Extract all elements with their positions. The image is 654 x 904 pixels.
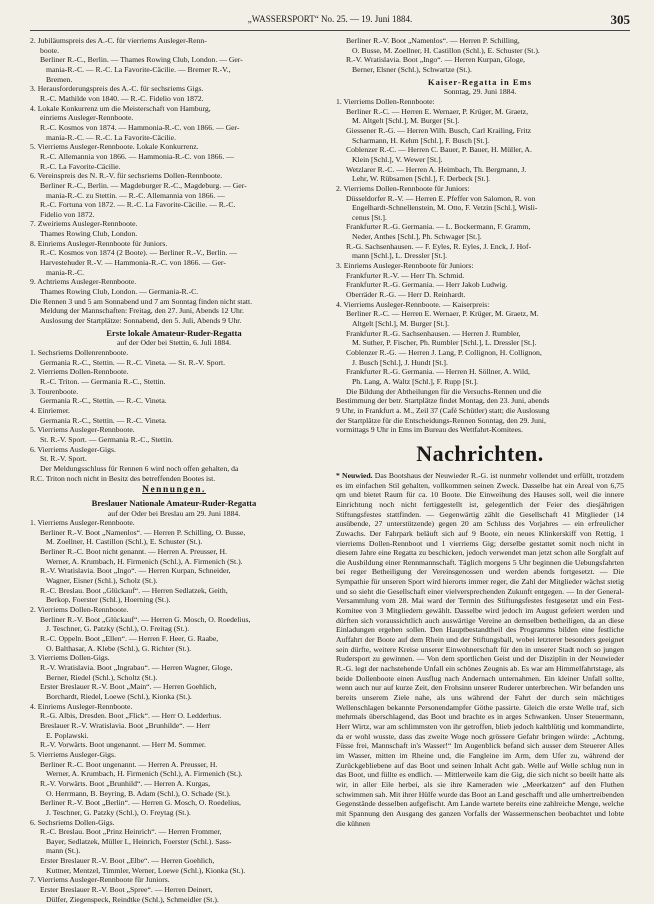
left-column-line: 7. Zweiriems Ausleger-Rennboote.: [30, 219, 138, 229]
left-column-line: R.-C. Kosmos von 1874. — Hammonia-R.-C. von 1866. — Ger-: [40, 122, 240, 132]
left-column-line: boote.: [40, 45, 60, 55]
left-column-line: R.-C. La Favorite-Cäcilie.: [40, 161, 121, 171]
left-column-line: St. R.-V. Sport.: [40, 454, 87, 464]
left-column-line: R.C. Triton noch nicht in Besitz des betreffenden Bootes ist.: [30, 473, 216, 483]
left-column-line: 2. Vierriems Dollen-Rennboote.: [30, 605, 129, 615]
news-body: Das Bootshaus der Neuwieder R.-G. ist nunmehr vollendet und erfüllt, trotzdem es im einfachen Stil gehalten, vollkommen seinen Zweck. Dasselbe hat ein Areal von 6,75 qm und bietet Raum für ca. 10 Boote. Die Einweihung des Hauses soll, weil die innere Einrichtung noch nicht fertiggestellt ist, gelegentlich der Feier des diesjährigen Stiftungsfestes stattfinden. — Gegenwärtig zählt die Gesellschaft 41 Mitglieder (14 ausübende, 27 unterstützende) gegen 20 am Schluss des Vorjahres — ein erfreulicher Zuwachs. Der Fahrpark beläuft sich auf 9 Boote, ein neues Klinkerskiff von Rettig, 1 vierriems Dollen-Rennboot und 1 vierriems Gig; derselbe gestattet somit noch nicht in diesem Jahre eine Regatta zu beschicken, jedoch verwendet man jetzt schon alle Sorgfalt auf die Ausbildung einer Rennmannschaft. Täglich morgens 5 Uhr beginnen die Uebungsfahrten bei reger Betheiligung der Vereinsgenossen und werden abends fortgesetzt. — Die Sympathie für unseren Sport wird hierorts immer reger, die Zahl der Mitglieder wächst stetig und so sieht die Gesellschaft einer vielversprechenden Zukunft entgegen. — In der General-Versammlung vom 28. Mai ward der Termin des Stiftungsfestes festgesetzt und ein Fest-Komitee von 3 Mitgliedern gewählt. Dasselbe wird jedoch im August gefeiert werden und dürften sich voraussichtlich auch auswärtige Vereine an demselben betheiligen, da an diese Einladungen ergehen sollen. Den Hauptbestandtheil des Programms bilden eine festliche Auffahrt der Boote auf dem Rhein und der Stiftungsball, wobei letzterer besonders geeignet sein dürfte, weitere Kreise unserer Einwohnerschaft für den in unserer Stadt noch so jungen Rudersport zu gewinnen. — Von dem sportlichen Geist und der Disziplin in der Neuwieder R.-G. legt der nachstehende Unfall ein schönes Zeugnis ab. Es war am Himmelfahrtstage, als beide Dollenboote einen Ausflug nach Andernach unternahmen. Ein kleiner Unfall sollte, wenn auch nur auf kurze Zeit, den Frohsinn unserer Ruderer unterbrechen. Wir befanden uns bereits unserem Ziele nahe, als uns während der Fahrt der durch sein mächtiges Wellenschlagen bekannte Personendampfer Göthe passirte. Gleich die erste Welle traf, sich mehrmals überschlagend, das Boot und brachte es in arges Schwanken. Unser Steuermann, Herr Wirtz, war am schlimmsten von ihr getroffen, blieb jedoch kaltblütig und kommandirte, da er wohl wusste, dass das zweite Woge noch grössere Gefahr bringen würde: „Achtung, Füsse frei, Mannschaft in's Wasser!“ Im Augenblick befand sich ausser dem Steuerer Alles im Wasser, mitten im Rheine und, die Fangleine im Arm, dem Ufer zu, während der Zurückgebliebene auf das Boot und seinen Inhalt Acht gab. Welle auf Welle schlug nun in das Boot, und füllte es endlich. — Mittlerweile kam die Gig, die sich nicht so beeilt hatte als wir, in aller Eile herbei, als sie ihre Kameraden wie „Meerkatzen“ auf den Fluthen schwimmen sah. Mit ihrer Hülfe wurde das Boot an Land geschafft und alle umhertreibenden Gegenstände desselben aufgefischt. Am Lande wartete bereits eine zahlreiche Menge, welche mit Spannung den Ausgang des ganzen Vorfalls der Wassermenschen beobachtet und lobte die kühnen: [336, 470, 624, 828]
right-column-line: vormittags 9 Uhr in Ems im Bureau des Wettfahrt-Komitees.: [336, 425, 523, 435]
left-column-line: Breslauer Nationale Amateur-Ruder-Regatta: [91, 497, 257, 508]
left-column-line: Berliner R.-C., Berlin. — Magdeburger R.-C., Magdeburg. — Ger-: [40, 180, 247, 190]
right-column-line: R.-G. Sachsenhausen. — F. Eyles, R. Eyles, J. Enck, J. Hof-: [346, 241, 532, 251]
left-column-line: St. R.-V. Sport. — Germania R.-C., Stettin.: [40, 434, 174, 444]
right-column-line: J. Busch [Schl.], J. Hundt [St.].: [352, 357, 448, 367]
left-column-line: mania-R.-C. — R.-C. La Favorite-Cäcilie. — Bremer R.-V.,: [46, 64, 231, 74]
left-column-line: Germania R.-C., Stettin. — R.-C. Vineta.: [40, 415, 167, 425]
left-column-line: Thames Rowing Club, London.: [40, 229, 138, 239]
left-column-line: Germania R.-C., Stettin. — R.-C. Vineta.: [40, 396, 167, 406]
left-column-line: 2. Vierriems Dollen-Rennboote.: [30, 367, 129, 377]
left-column-line: M. Zoellner, H. Castillon (Schl.), E. Schuster (St.).: [46, 537, 203, 547]
news-paragraph: [336, 471, 624, 828]
right-column-line: Altgelt [Schl.], M. Burger [St.].: [352, 319, 450, 329]
left-column-line: 1. Sechsriems Dollenrennboote.: [30, 348, 129, 357]
right-column-line: 9 Uhr, in Frankfurt a. M., Zeil 37 (Café Schütler) statt; die Auslosung: [336, 405, 550, 415]
right-column-line: Giessener R.-G. — Herren Wilh. Busch, Carl Krailing, Fritz: [346, 125, 532, 135]
ems-regatta-section: [336, 36, 624, 435]
left-column-line: Harvestehuder R.-V. — Hammonia-R.-C. von 1866. — Ger-: [40, 258, 226, 268]
right-column-line: Bestimmung der betr. Startplätze findet Montag, den 23. Juni, abends: [336, 396, 550, 406]
left-column-line: 5. Vierriems Ausleger-Rennboote. Lokale Konkurrenz.: [30, 142, 199, 152]
right-column-line: O. Busse, M. Zoellner, H. Castillon (Schl.), E. Schuster (St.).: [352, 45, 540, 55]
left-column-line: 7. Vierriems Ausleger-Rennboote für Juniors.: [30, 875, 170, 885]
page-number: 305: [610, 12, 630, 27]
left-column-line: Berliner R.-V. Boot „Berlin“. — Herren G. Mosch, O. Roedelius,: [40, 798, 241, 808]
left-column-line: 5. Vierriems Ausleger-Gigs.: [30, 749, 116, 759]
right-column-line: Klein [Schl.], V. Wewer [St.].: [352, 154, 443, 164]
left-column-line: mann (St.).: [46, 846, 81, 856]
left-column-line: Meldung der Mannschaften: Freitag, den 27. Juni, Abends 12 Uhr.: [40, 306, 244, 316]
left-column-line: Berliner R.-V. Boot „Glückauf“. — Herren G. Mosch, O. Roedelius,: [40, 614, 251, 624]
left-column-line: R.-C. Fortuna von 1872. — R.-C. La Favorite-Cäcilie. — R.-C.: [40, 200, 236, 210]
left-column-line: O. Balthasar, A. Klebe (Schl.), G. Richter (St.).: [46, 643, 192, 653]
left-column-line: E. Poplawski.: [46, 730, 89, 740]
left-column-line: R.-C. Breslau. Boot „Glückauf“. — Herren Sedlatzek, Geith,: [40, 585, 228, 595]
left-column-line: Thames Rowing Club, London. — Germania-R.-C.: [40, 287, 199, 297]
left-column-line: 6. Vierriems Ausleger-Gigs.: [30, 444, 116, 454]
left-column-line: 2. Jubiläumspreis des A.-C. für vierriems Ausleger-Renn-: [30, 36, 207, 45]
left-column-line: 6. Sechsriems Dollen-Gigs.: [30, 817, 115, 827]
left-column-line: 3. Vierriems Dollen-Gigs.: [30, 653, 110, 663]
left-column-line: 6. Vereinspreis des N. R.-V. für sechsriems Dollen-Rennboote.: [30, 171, 223, 181]
left-column-line: R.-V. Vorwärts. Boot „Brunhild“. — Herren A. Kurgas,: [40, 778, 211, 788]
left-column-line: R.-C. Oppeln. Boot „Ellen“. — Herren F. Heer, G. Raabe,: [40, 634, 219, 644]
right-column-line: Frankfurter R.-G. Germania. — Herren H. Söllner, A. Wild,: [346, 367, 530, 377]
right-column-line: Frankfurter R.-G. Sachsenhausen. — Herren J. Rumbler,: [346, 328, 521, 338]
left-column-line: mania-R.-C. — R.-C. La Favorite-Cäcilie.: [46, 132, 177, 142]
left-column-line: 9. Achtriems Ausleger-Rennboote.: [30, 277, 137, 287]
left-column-line: R.-G. Albis, Dresden. Boot „Flick“. — Herr O. Ledderhus.: [40, 711, 222, 721]
left-column-line: 8. Einriems Ausleger-Rennboote für Juniors.: [30, 238, 168, 248]
left-column-line: auf der Oder bei Stettin, 6. Juli 1884.: [116, 338, 231, 348]
left-column-line: 3. Tourenboote.: [30, 386, 79, 396]
left-column-line: R.-C. Mathilde von 1840. — R.-C. Fidelio von 1872.: [40, 93, 204, 103]
right-column-line: 3. Einriems Ausleger-Rennboote für Juniors:: [336, 261, 474, 271]
right-column-line: 1. Vierriems Dollen-Rennboote:: [336, 96, 435, 106]
left-column-line: Werner, A. Krumbach, H. Firmenich (Schl.), A. Firmenich (St.).: [46, 769, 243, 779]
left-column-line: Berner, Riedel (Schl.), Scholtz (St.).: [46, 672, 158, 682]
news-heading: Nachrichten.: [416, 440, 544, 466]
left-column-line: J. Teschner, G. Patzky (Schl.), O. Freytag (St.).: [46, 807, 191, 817]
right-column-line: Berner, Elsner (Schl.), Schwartze (St.).: [352, 64, 472, 74]
right-column-line: M. Altgelt [Schl.], M. Burger [St.].: [352, 116, 460, 126]
right-column-line: mann [Schl.], L. Dressler [St.].: [352, 251, 448, 261]
left-column-line: einriems Ausleger-Rennboote.: [40, 113, 134, 123]
right-column-line: Frankfurter R.-G. Germania. — Herr Jakob Ludwig.: [346, 280, 508, 290]
right-column-line: Berliner R.-C. — Herren E. Wernaer, P. Krüger, M. Graetz, M.: [346, 309, 539, 319]
right-column-line: Lehr, W. Rübsamen [Schl.], F. Derbeck [St.].: [352, 174, 491, 184]
left-column-line: R.-C. Allemannia von 1866. — Hammonia-R.-C. von 1866. —: [40, 151, 234, 161]
left-column-line: Auslosung der Startplätze: Sonnabend, den 5. Juli, Abends 9 Uhr.: [40, 316, 242, 326]
left-column-line: Berliner R.-C. Boot nicht genannt. — Herren A. Preusser, H.: [40, 547, 227, 557]
left-column: [30, 36, 318, 904]
left-column-line: Fidelio von 1872.: [40, 209, 95, 219]
right-column-line: Frankfurter R.-G. Germania. — L. Bockermann, F. Gramm,: [346, 222, 531, 232]
right-column-line: der Startplätze für die Entscheidungs-Rennen Sonntag, den 29. Juni,: [336, 415, 546, 425]
left-column-line: R.-V. Vorwärts. Boot ungenannt. — Herr M. Sommer.: [40, 740, 206, 750]
running-title: „WASSERSPORT“ No. 25. — 19. Juni 1884.: [247, 14, 413, 24]
right-column-line: Wetzlarer R.-C. — Herren A. Heimbach, Th. Bergmann, J.: [346, 164, 527, 174]
right-column-line: Coblenzer R.-C. — Herren C. Bauer, P. Bauer, H. Müller, A.: [346, 145, 532, 155]
left-column-line: Bremen.: [46, 74, 73, 84]
left-column-line: Berkop, Foerster (Schl.), Hoerning (St.).: [46, 595, 171, 605]
right-column-line: Neder, Anthes [Schl.], Ph. Schwager [St.].: [352, 232, 482, 242]
left-column-line: Wagner, Eisner (Schl.), Scholz (St.).: [46, 576, 158, 586]
left-column-line: Berliner R.-C., Berlin. — Thames Rowing Club, London. — Ger-: [40, 55, 243, 65]
right-column-line: Sonntag, 29. Juni 1884.: [443, 87, 517, 97]
right-column-line: Scharmann, H. Kehm [Schl.], F. Busch [St.].: [352, 135, 490, 145]
left-column-line: mania-R.-C.: [46, 267, 85, 277]
left-column-line: Berliner R.-V. Boot „Namenlos“. — Herren P. Schilling, O. Busse,: [40, 527, 246, 537]
right-column-line: 4. Vierriems Ausleger-Rennboote. — Kaiserpreis:: [336, 299, 490, 309]
right-column-line: Coblenzer R.-G. — Herren J. Lang, P. Collignon, H. Collignon,: [346, 348, 542, 357]
right-column-line: Die Bildung der Abtheilungen für die Versuchs-Rennen und die: [346, 386, 542, 396]
right-column-line: Engelhardt-Schnellenstein, M. Otto, F. Vetzin [Schl.], Wisli-: [352, 203, 538, 213]
left-column-line: 4. Einriemer.: [30, 405, 70, 415]
right-column-line: Berliner R.-V. Boot „Namenlos“. — Herren P. Schilling,: [346, 36, 520, 45]
left-column-line: Dülfer, Ziegenspeck, Reindtke (Schl.), Schmeidler (St.).: [46, 894, 219, 904]
left-column-line: R.-V. Wratislavia. Boot „Ingrabau“. — Herren Wagner, Gloge,: [40, 663, 233, 672]
left-column-line: 5. Vierriems Ausleger-Rennboote.: [30, 425, 135, 435]
left-column-line: O. Herrmann, B. Beyring, B. Adam (Schl.), O. Schade (St.).: [46, 788, 231, 798]
left-column-line: 4. Lokale Konkurrenz um die Meisterschaft von Hamburg,: [30, 103, 211, 113]
right-column-line: R.-V. Wratislavia. Boot „Ingo“. — Herren Kurpan, Gloge,: [346, 55, 525, 65]
right-column-line: Oberräder R.-G. — Herr D. Reinhardt.: [346, 290, 466, 300]
left-column-line: Erste lokale Amateur-Ruder-Regatta: [106, 327, 242, 338]
left-column-line: R.-V. Wratislavia. Boot „Ingo“. — Herren Kurpan, Schneider,: [40, 566, 231, 576]
left-column-line: J. Teschner, G. Patzky (Schl.), O. Freitag (St.).: [46, 624, 190, 634]
right-column-line: M. Suther, P. Fischer, Ph. Rumbler [Schl.], L. Dressler [St.].: [352, 338, 537, 348]
left-column-line: 3. Herausforderungspreis des A.-C. für sechsriems Gigs.: [30, 84, 204, 94]
right-column-line: 2. Vierriems Dollen-Rennboote für Juniors:: [336, 183, 470, 193]
left-column-line: Kuttner, Mentzel, Timmler, Werner, Loewe (Schl.), Kionka (St.).: [46, 865, 246, 875]
right-column-line: Frankfurter R.-V. — Herr Th. Schmid.: [346, 270, 465, 280]
page-header: [30, 12, 630, 28]
news-lead: * Neuwied.: [336, 470, 373, 480]
right-column-line: Berliner R.-C. — Herren E. Wernaer, P. Krüger, M. Graetz,: [346, 106, 528, 116]
left-column-line: Nennungen.: [142, 485, 206, 496]
left-column-line: 4. Einriems Ausleger-Rennboote.: [30, 701, 133, 711]
left-column-line: Werner, A. Krumbach, H. Firmenich (Schl.), A. Firmenich (St.).: [46, 556, 243, 566]
left-column-line: R.-C. Triton. — Germania R.-C., Stettin.: [40, 376, 166, 386]
left-column-line: Borchardt, Riedel, Loewe (Schl.), Kionka (St.).: [46, 691, 192, 701]
right-column-line: Düsseldorfer R.-V. — Herren E. Pfeffer von Salomon, R. von: [346, 193, 536, 203]
left-column-line: R.-C. Breslau. Boot „Prinz Heinrich“. — Herren Frommer,: [40, 827, 222, 837]
left-column-line: Erster Breslauer R.-V. Boot „Elbe“. — Herren Goehlich,: [40, 856, 215, 866]
left-column-line: 1. Vierriems Ausleger-Rennboote.: [30, 518, 135, 528]
right-column-line: Kaiser-Regatta in Ems: [427, 76, 533, 87]
left-column-line: Germania R.-C., Stettin. — R.-C. Vineta. — St. R.-V. Sport.: [40, 357, 226, 367]
right-column-line: cenus [St.].: [352, 212, 387, 222]
left-column-line: Breslauer R.-V. Wratislavia. Boot „Brunhilde“. — Herr: [40, 720, 211, 730]
right-column-line: Ph. Lang, A. Waltz [Schl.], F. Rupp [St.].: [352, 376, 479, 386]
left-column-line: Erster Breslauer R.-V. Boot „Spree“. — Herren Deinert,: [40, 885, 213, 895]
left-column-line: Die Rennen 3 und 5 am Sonnabend und 7 am Sonntag finden nicht statt.: [30, 296, 253, 306]
left-column-line: R.-C. Kosmos von 1874 (2 Boote). — Berliner R.-V., Berlin. —: [40, 248, 237, 258]
left-column-line: Erster Breslauer R.-V. Boot „Main“. — Herren Goehlich,: [40, 682, 217, 692]
right-column: [336, 36, 624, 828]
left-column-line: Berliner R.-C. Boot ungenannt. — Herren A. Preusser, H.: [40, 759, 218, 769]
left-column-line: Bayer, Sedlatzek, Müller I., Heinrich, Foerster (Schl.). Sass-: [46, 836, 232, 846]
left-column-line: auf der Oder bei Breslau am 29. Juni 1884.: [107, 508, 241, 518]
header-rule: [30, 30, 630, 31]
left-column-line: mania-R.-C. zu Stettin. — R.-C. Allemannia von 1866. —: [46, 190, 225, 200]
left-column-line: Der Meldungsschluss für Rennen 6 wird noch offen gehalten, da: [40, 463, 239, 473]
